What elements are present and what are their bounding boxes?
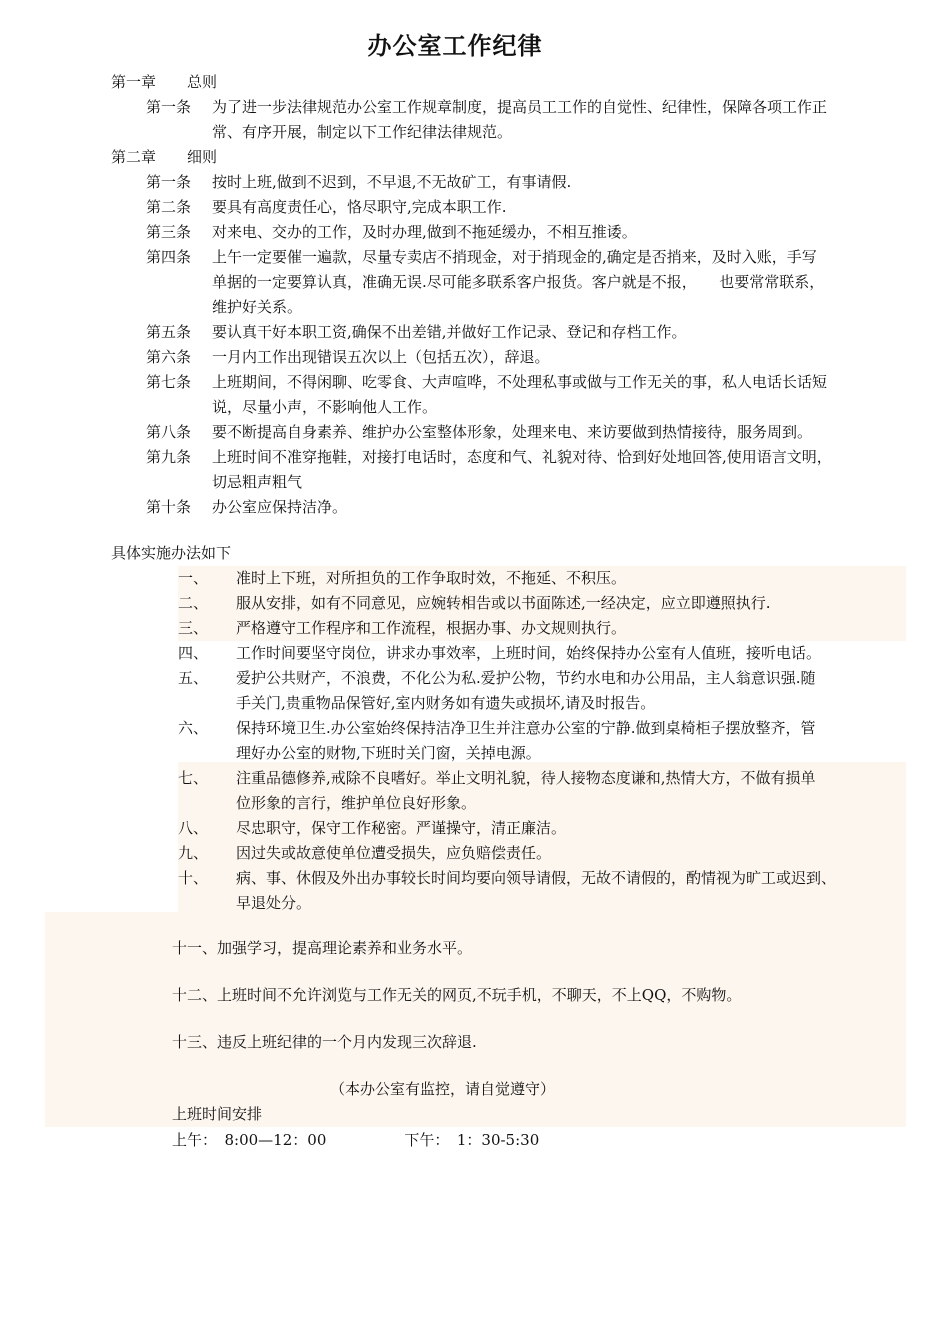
item-number: 一、 bbox=[178, 569, 209, 587]
article-line: 上班期间，不得闲聊、吃零食、大声喧哗，不处理私事或做与工作无关的事，私人电话长话短 bbox=[212, 373, 828, 391]
article-number: 第三条 bbox=[146, 223, 192, 241]
article-text bbox=[212, 220, 906, 245]
item-number: 二、 bbox=[178, 594, 209, 612]
document-title: 办公室工作纪律 bbox=[367, 32, 543, 60]
article-number: 第六条 bbox=[146, 348, 192, 366]
item-number: 九、 bbox=[178, 844, 209, 862]
list-item bbox=[178, 591, 906, 616]
schedule-morning: 上午： 8:00—12：00 bbox=[172, 1131, 327, 1149]
item-line: 因过失或故意使单位遭受损失，应负赔偿责任。 bbox=[236, 844, 552, 862]
article-line: 一月内工作出现错误五次以上（包括五次），辞退。 bbox=[212, 348, 550, 366]
article-line: 常、有序开展，制定以下工作纪律法律规范。 bbox=[212, 123, 513, 141]
item-line: 保持环境卫生.办公室始终保持洁净卫生并注意办公室的宁静.做到桌椅柜子摆放整齐，管 bbox=[236, 719, 816, 737]
item-line: 尽忠职守，保守工作秘密。严谨操守，清正廉洁。 bbox=[236, 819, 567, 837]
list-item bbox=[178, 616, 906, 641]
chapter-name: 细则 bbox=[187, 148, 218, 166]
article-line: 对来电、交办的工作，及时办理,做到不拖延缓办，不相互推诿。 bbox=[212, 223, 637, 241]
item-line: 病、事、休假及外出办事较长时间均要向领导请假，无故不请假的，酌情视为旷工或迟到、 bbox=[236, 869, 837, 887]
list-item bbox=[178, 641, 906, 666]
article-number: 第五条 bbox=[146, 323, 192, 341]
item-line: 服从安排，如有不同意见，应婉转相告或以书面陈述,一经决定，应立即遵照执行. bbox=[236, 594, 771, 612]
article bbox=[146, 445, 906, 495]
extra-item: 十一、加强学习，提高理论素养和业务水平。 bbox=[172, 939, 473, 957]
article-text bbox=[212, 445, 906, 495]
item-number: 三、 bbox=[178, 619, 209, 637]
item-text bbox=[236, 716, 906, 766]
item-line: 严格遵守工作程序和工作流程，根据办事、办文规则执行。 bbox=[236, 619, 627, 637]
article bbox=[146, 495, 906, 520]
item-number: 四、 bbox=[178, 644, 209, 662]
article-text bbox=[212, 195, 906, 220]
article bbox=[146, 420, 906, 445]
chapter-name: 总则 bbox=[187, 73, 218, 91]
article-line: 按时上班,做到不迟到，不早退,不无故矿工，有事请假. bbox=[212, 173, 572, 191]
item-line: 位形象的言行，维护单位良好形象。 bbox=[236, 794, 477, 812]
item-line: 注重品德修养,戒除不良嗜好。举止文明礼貌，待人接物态度谦和,热情大方，不做有损单 bbox=[236, 769, 816, 787]
item-text bbox=[236, 866, 906, 916]
article-line: 办公室应保持洁净。 bbox=[212, 498, 348, 516]
article-number: 第一条 bbox=[146, 173, 192, 191]
article-line: 上午一定要催一遍款，尽量专卖店不捎现金，对于捎现金的,确定是否捎来，及时入账，手写 bbox=[212, 248, 817, 266]
item-number: 六、 bbox=[178, 719, 209, 737]
article-text bbox=[212, 320, 906, 345]
monitoring-notice: （本办公室有监控，请自觉遵守） bbox=[330, 1080, 556, 1098]
schedule-afternoon: 下午： 1：30-5:30 bbox=[404, 1131, 540, 1149]
list-item bbox=[178, 766, 906, 816]
item-line: 理好办公室的财物,下班时关门窗，关掉电源。 bbox=[236, 744, 541, 762]
list-item bbox=[178, 666, 906, 716]
item-text bbox=[236, 566, 906, 591]
item-number: 八、 bbox=[178, 819, 209, 837]
item-number: 十、 bbox=[178, 869, 209, 887]
article-line: 要不断提高自身素养、维护办公室整体形象，处理来电、来访要做到热情接待，服务周到。 bbox=[212, 423, 813, 441]
article-number: 第一条 bbox=[146, 98, 192, 116]
article-text bbox=[212, 370, 906, 420]
article bbox=[146, 345, 906, 370]
article bbox=[146, 170, 906, 195]
article-number: 第八条 bbox=[146, 423, 192, 441]
article bbox=[146, 195, 906, 220]
article-text bbox=[212, 495, 906, 520]
item-number: 七、 bbox=[178, 769, 209, 787]
extra-item: 十二、上班时间不允许浏览与工作无关的网页,不玩手机，不聊天，不上QQ，不购物。 bbox=[172, 986, 742, 1004]
item-line: 手关门,贵重物品保管好,室内财务如有遗失或损坏,请及时报告。 bbox=[236, 694, 656, 712]
schedule-title: 上班时间安排 bbox=[172, 1105, 263, 1123]
item-text bbox=[236, 616, 906, 641]
item-text bbox=[236, 666, 906, 716]
article-text bbox=[212, 245, 906, 320]
list-item bbox=[178, 716, 906, 766]
article-line: 单据的一定要算认真，准确无误.尽可能多联系客户报货。客户就是不报， 也要常常联系， bbox=[212, 273, 825, 291]
article bbox=[146, 95, 906, 145]
article-number: 第二条 bbox=[146, 198, 192, 216]
item-line: 爱护公共财产，不浪费，不化公为私.爱护公物，节约水电和办公用品，主人翁意识强.随 bbox=[236, 669, 816, 687]
schedule-times bbox=[172, 1128, 539, 1153]
article bbox=[146, 220, 906, 245]
article-text bbox=[212, 170, 906, 195]
article-number: 第四条 bbox=[146, 248, 192, 266]
article-line: 维护好关系。 bbox=[212, 298, 303, 316]
list-item bbox=[178, 566, 906, 591]
article-text bbox=[212, 95, 906, 145]
article-text bbox=[212, 420, 906, 445]
item-line: 早退处分。 bbox=[236, 894, 312, 912]
extra-item: 十三、违反上班纪律的一个月内发现三次辞退. bbox=[172, 1033, 477, 1051]
list-item bbox=[178, 816, 906, 841]
item-text bbox=[236, 766, 906, 816]
article-line: 切忌粗声粗气 bbox=[212, 473, 303, 491]
article-line: 上班时间不准穿拖鞋，对接打电话时，态度和气、礼貌对待、恰到好处地回答,使用语言文明， bbox=[212, 448, 832, 466]
item-line: 工作时间要坚守岗位，讲求办事效率，上班时间，始终保持办公室有人值班，接听电话。 bbox=[236, 644, 822, 662]
chapter-number: 第一章 bbox=[111, 73, 157, 91]
item-text bbox=[236, 841, 906, 866]
item-text bbox=[236, 816, 906, 841]
item-line: 准时上下班，对所担负的工作争取时效，不拖延、不积压。 bbox=[236, 569, 627, 587]
item-number: 五、 bbox=[178, 669, 209, 687]
article-number: 第七条 bbox=[146, 373, 192, 391]
article bbox=[146, 320, 906, 345]
section-heading: 具体实施办法如下 bbox=[111, 544, 232, 562]
chapter-heading bbox=[111, 70, 217, 95]
item-text bbox=[236, 591, 906, 616]
article-line: 说，尽量小声，不影响他人工作。 bbox=[212, 398, 438, 416]
article-text bbox=[212, 345, 906, 370]
article bbox=[146, 370, 906, 420]
chapter-number: 第二章 bbox=[111, 148, 157, 166]
article-number: 第九条 bbox=[146, 448, 192, 466]
chapter-heading bbox=[111, 145, 217, 170]
list-item bbox=[178, 866, 906, 916]
article bbox=[146, 245, 906, 320]
article-line: 为了进一步法律规范办公室工作规章制度，提高员工工作的自觉性、纪律性，保障各项工作正 bbox=[212, 98, 828, 116]
article-line: 要具有高度责任心，恪尽职守,完成本职工作. bbox=[212, 198, 507, 216]
article-line: 要认真干好本职工资,确保不出差错,并做好工作记录、登记和存档工作。 bbox=[212, 323, 687, 341]
article-number: 第十条 bbox=[146, 498, 192, 516]
item-text bbox=[236, 641, 906, 666]
list-item bbox=[178, 841, 906, 866]
